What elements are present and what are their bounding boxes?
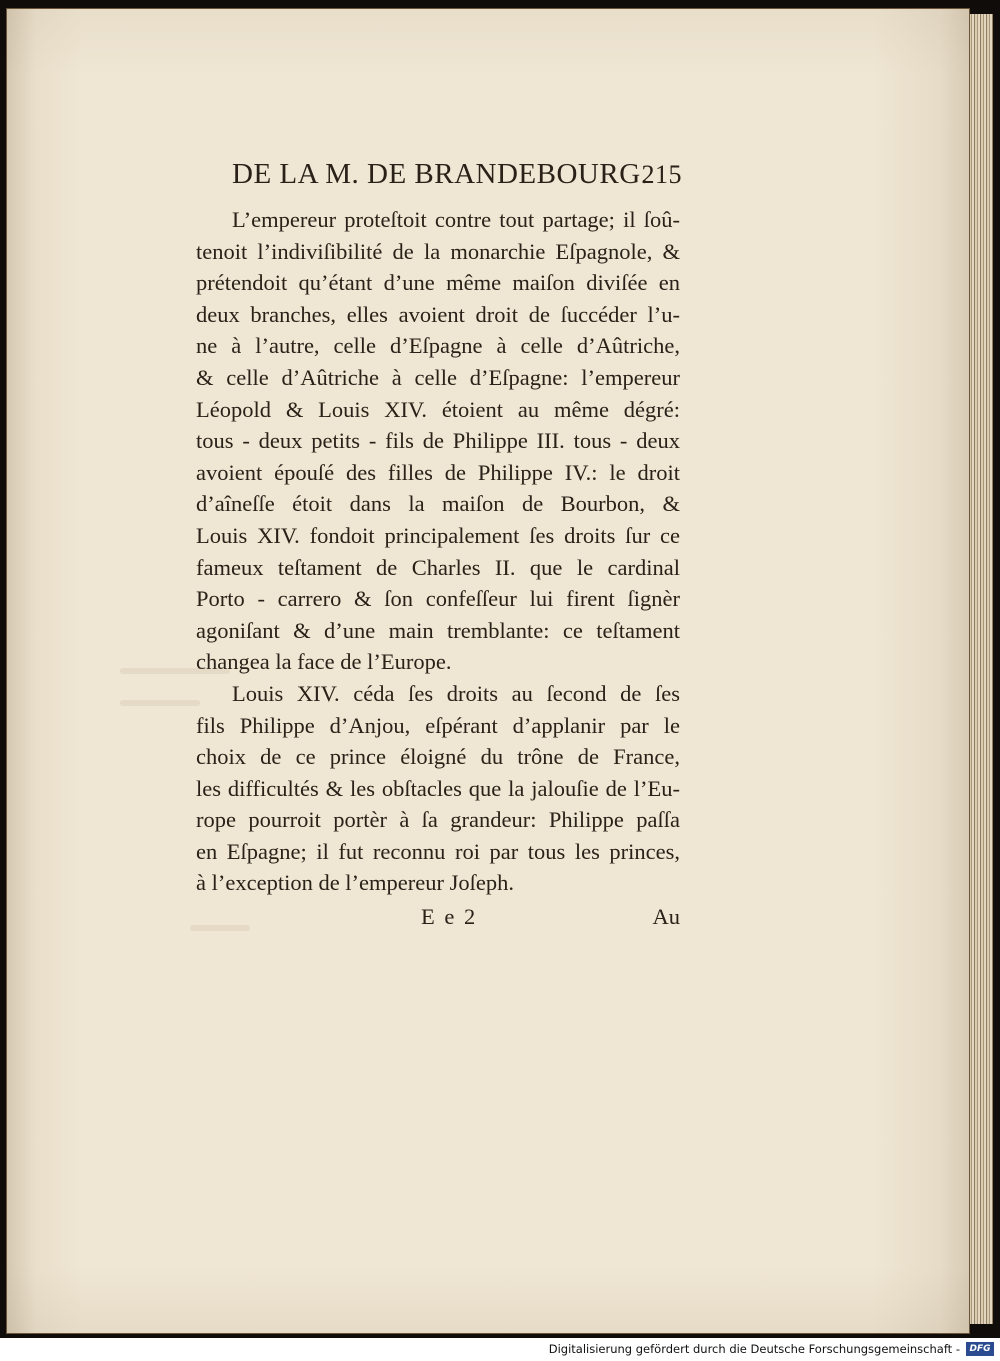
page-foot [196, 904, 680, 938]
text-line: L’empereur proteſtoit contre tout partage; il ſoû- [232, 207, 680, 232]
signature-mark: E e 2 [421, 904, 478, 929]
catchword: Au [652, 904, 680, 929]
running-title: DE LA M. DE BRANDEBOURG. [232, 158, 649, 190]
text-line: rope pourroit portèr à ſa grandeur: Philippe paſſa [196, 807, 680, 833]
text-line: Porto - carrero & ſon confeſſeur lui firent ſignèr [196, 586, 680, 612]
funding-credit: Digitalisierung gefördert durch die Deutsche Forschungsgemeinschaft - [548, 1342, 960, 1356]
text-line: ne à l’autre, celle d’Eſpagne à celle d’Aûtriche, [196, 333, 680, 359]
text-line: choix de ce prince éloigné du trône de France, [196, 744, 680, 770]
text-line: Léopold & Louis XIV. étoient au même dégré: [196, 396, 680, 422]
text-line: en Eſpagne; il fut reconnu roi par tous les princes, [196, 838, 680, 864]
text-line: avoient épouſé des filles de Philippe IV.: le droit [196, 459, 680, 485]
text-line: fils Philippe d’Anjou, eſpérant d’applanir par le [196, 712, 680, 738]
text-line: fameux teſtament de Charles II. que le cardinal [196, 554, 680, 580]
text-line: tous - deux petits - fils de Philippe III. tous - deux [196, 428, 680, 454]
bleed-through-mark [120, 668, 230, 674]
text-line: tenoit l’indiviſibilité de la monarchie Eſpagnole, & [196, 238, 680, 264]
text-line: à l’exception de l’empereur Joſeph. [196, 870, 514, 896]
text-line: Louis XIV. fondoit principalement ſes droits ſur ce [196, 522, 680, 548]
text-line: d’aîneſſe étoit dans la maiſon de Bourbon, & [196, 491, 680, 517]
text-line: & celle d’Aûtriche à celle d’Eſpagne: l’empereur [196, 364, 680, 390]
text-line: prétendoit qu’étant d’une même maiſon diviſée en [196, 270, 680, 296]
text-line: deux branches, elles avoient droit de ſuccéder l’u- [196, 301, 680, 327]
running-head [232, 158, 682, 198]
text-line: agoniſant & d’une main tremblante: ce teſtament [196, 617, 680, 643]
body-text [196, 204, 680, 899]
page-number: 215 [641, 160, 682, 189]
bleed-through-mark [120, 700, 200, 706]
digitization-footer [0, 1338, 1000, 1361]
text-line: Louis XIV. céda ſes droits au ſecond de ſes [232, 680, 680, 706]
text-line: les difficultés & les obſtacles que la jalouſie de l’Eu- [196, 775, 680, 801]
dfg-logo-icon: DFG [966, 1342, 994, 1356]
text-line: changea la face de l’Europe. [196, 649, 452, 675]
bleed-through-mark [190, 925, 250, 931]
